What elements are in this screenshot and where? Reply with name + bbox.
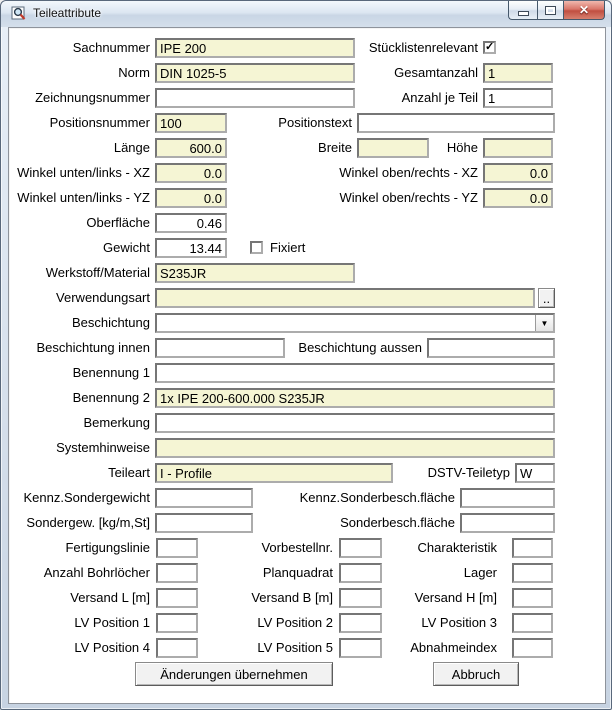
close-button[interactable]	[564, 1, 605, 20]
anzahl-bohrloecher-label: Anzahl Bohrlöcher	[43, 565, 150, 580]
versand-l-input[interactable]	[156, 588, 198, 608]
winkel-or-yz-input[interactable]	[483, 188, 553, 208]
oberflaeche-label: Oberfläche	[86, 215, 150, 230]
werkstoff-label: Werkstoff/Material	[45, 265, 150, 280]
charakteristik-input[interactable]	[512, 538, 553, 558]
verwendungsart-input[interactable]	[155, 288, 535, 308]
bemerkung-input[interactable]	[155, 413, 555, 433]
winkel-or-xz-input[interactable]	[483, 163, 553, 183]
title-bar[interactable]	[1, 1, 611, 27]
cancel-button[interactable]: Abbruch	[433, 662, 519, 686]
form-area	[8, 27, 606, 704]
kennz-sonderbesch-input[interactable]	[460, 488, 555, 508]
minimize-icon	[518, 11, 529, 16]
apply-changes-button[interactable]: Änderungen übernehmen	[135, 662, 333, 686]
versand-h-label: Versand H [m]	[414, 590, 497, 605]
anzahl-je-teil-input[interactable]	[483, 88, 553, 108]
hoehe-input[interactable]	[483, 138, 553, 158]
zeichnungsnummer-label: Zeichnungsnummer	[35, 90, 150, 105]
beschichtung-aussen-label: Beschichtung aussen	[298, 340, 422, 355]
lv-position-5-label: LV Position 5	[257, 640, 333, 655]
benennung1-label: Benennung 1	[72, 365, 150, 380]
beschichtung-aussen-input[interactable]	[427, 338, 555, 358]
dstv-teiletyp-input[interactable]	[515, 463, 555, 483]
maximize-icon	[546, 7, 555, 14]
winkel-ul-yz-input[interactable]	[155, 188, 227, 208]
close-icon: ✕	[578, 3, 590, 17]
bemerkung-label: Bemerkung	[83, 415, 150, 430]
winkel-or-xz-label: Winkel oben/rechts - XZ	[339, 165, 478, 180]
anzahl-bohrloecher-input[interactable]	[156, 563, 198, 583]
versand-l-label: Versand L [m]	[70, 590, 150, 605]
winkel-or-yz-label: Winkel oben/rechts - YZ	[339, 190, 478, 205]
sondergew-input[interactable]	[155, 513, 253, 533]
fixiert-label: Fixiert	[270, 240, 306, 255]
kennz-sonderbesch-label: Kennz.Sonderbesch.fläche	[299, 490, 455, 505]
lager-label: Lager	[463, 565, 497, 580]
sonderbesch-input[interactable]	[460, 513, 555, 533]
anzahl-je-teil-label: Anzahl je Teil	[401, 90, 478, 105]
fertigungslinie-input[interactable]	[156, 538, 198, 558]
abnahmeindex-input[interactable]	[512, 638, 553, 658]
positionstext-input[interactable]	[357, 113, 555, 133]
minimize-button[interactable]	[508, 1, 537, 20]
positionstext-label: Positionstext	[278, 115, 352, 130]
dstv-teiletyp-label: DSTV-Teiletyp	[427, 465, 510, 480]
sachnummer-label: Sachnummer	[72, 40, 150, 55]
winkel-ul-yz-label: Winkel unten/links - YZ	[17, 190, 150, 205]
hoehe-label: Höhe	[446, 140, 478, 155]
verwendungsart-label: Verwendungsart	[56, 290, 150, 305]
vorbestellnr-label: Vorbestellnr.	[261, 540, 333, 555]
benennung1-input[interactable]	[155, 363, 555, 383]
stuecklistenrelevant-checkbox[interactable]: ✓	[485, 41, 495, 53]
beschichtung-value	[157, 316, 160, 331]
benennung2-input[interactable]	[155, 388, 555, 408]
charakteristik-label: Charakteristik	[417, 540, 497, 555]
lv-position-3-input[interactable]	[512, 613, 553, 633]
maximize-button[interactable]	[537, 1, 564, 20]
beschichtung-innen-label: Beschichtung innen	[36, 340, 150, 355]
laenge-label: Länge	[113, 140, 150, 155]
sonderbesch-label: Sonderbesch.fläche	[340, 515, 455, 530]
gesamtanzahl-input[interactable]	[483, 63, 553, 83]
lv-position-4-input[interactable]	[156, 638, 198, 658]
magnifier-icon	[11, 6, 27, 22]
versand-b-label: Versand B [m]	[251, 590, 333, 605]
window-title: Teileattribute	[33, 6, 102, 20]
gewicht-label: Gewicht	[103, 240, 150, 255]
winkel-ul-xz-input[interactable]	[155, 163, 227, 183]
beschichtung-dropdown[interactable]	[155, 313, 555, 333]
teileart-input[interactable]	[155, 463, 393, 483]
winkel-ul-xz-label: Winkel unten/links - XZ	[17, 165, 150, 180]
breite-label: Breite	[318, 140, 352, 155]
lv-position-1-label: LV Position 1	[74, 615, 150, 630]
teileart-label: Teileart	[108, 465, 150, 480]
systemhinweise-label: Systemhinweise	[56, 440, 150, 455]
kennz-sondergewicht-input[interactable]	[155, 488, 253, 508]
lv-position-3-label: LV Position 3	[421, 615, 497, 630]
gesamtanzahl-label: Gesamtanzahl	[394, 65, 478, 80]
verwendungsart-browse-button[interactable]: ..	[538, 288, 555, 308]
beschichtung-label: Beschichtung	[71, 315, 150, 330]
positionsnummer-label: Positionsnummer	[49, 115, 150, 130]
fertigungslinie-label: Fertigungslinie	[65, 540, 150, 555]
kennz-sondergewicht-label: Kennz.Sondergewicht	[23, 490, 150, 505]
sondergew-label: Sondergew. [kg/m,St]	[26, 515, 150, 530]
oberflaeche-input[interactable]	[155, 213, 227, 233]
werkstoff-input[interactable]	[155, 263, 355, 283]
stuecklistenrelevant-label: Stücklistenrelevant	[368, 40, 478, 55]
lager-input[interactable]	[512, 563, 553, 583]
benennung2-label: Benennung 2	[72, 390, 150, 405]
window-controls	[508, 1, 605, 20]
abnahmeindex-label: Abnahmeindex	[410, 640, 497, 655]
lv-position-1-input[interactable]	[156, 613, 198, 633]
systemhinweise-input[interactable]	[155, 438, 555, 458]
gewicht-input[interactable]	[155, 238, 227, 258]
norm-label: Norm	[118, 65, 150, 80]
versand-h-input[interactable]	[512, 588, 553, 608]
lv-position-4-label: LV Position 4	[74, 640, 150, 655]
lv-position-2-label: LV Position 2	[257, 615, 333, 630]
fixiert-checkbox[interactable]	[250, 241, 263, 254]
chevron-down-icon[interactable]: ▼	[535, 315, 553, 331]
planquadrat-label: Planquadrat	[262, 565, 333, 580]
